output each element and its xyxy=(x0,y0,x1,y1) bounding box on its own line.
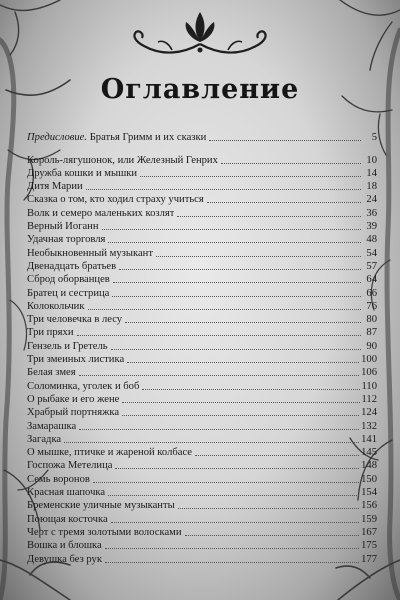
toc-entry-row[interactable] xyxy=(27,193,377,206)
dot-leader xyxy=(77,335,362,336)
toc-entry-title: Необыкновенный музыкант xyxy=(27,247,153,259)
toc-page-number: 5 xyxy=(371,132,377,144)
toc-entry-row[interactable] xyxy=(27,260,377,273)
dot-leader xyxy=(86,189,361,190)
toc-page-number: 167 xyxy=(361,526,377,538)
toc-entries xyxy=(27,153,377,565)
table-of-contents xyxy=(27,131,377,566)
toc-entry-title: О мышке, птичке и жареной колбасе xyxy=(27,447,192,459)
toc-entry-title: Соломинка, уголек и боб xyxy=(27,380,140,392)
toc-entry-title: Девушка без рук xyxy=(27,553,103,565)
dot-leader xyxy=(119,269,361,270)
toc-page-number: 177 xyxy=(361,553,377,565)
dot-leader xyxy=(111,522,359,523)
toc-entry-row[interactable] xyxy=(27,433,377,446)
dot-leader xyxy=(178,508,359,509)
toc-entry-title: Гензель и Гретель xyxy=(27,340,108,352)
toc-preface-title: Предисловие. Братья Гримм и их сказки xyxy=(27,132,207,144)
toc-entry-title: Колокольчик xyxy=(27,300,85,312)
toc-page-number: 57 xyxy=(366,260,377,272)
toc-page-number: 112 xyxy=(361,393,377,405)
toc-entry-row[interactable] xyxy=(27,220,377,233)
toc-page-number: 159 xyxy=(361,513,377,525)
dot-leader xyxy=(88,309,362,310)
toc-page-number: 141 xyxy=(361,433,377,445)
toc-entry-row[interactable] xyxy=(27,393,377,406)
toc-entry-title: Бременские уличные музыканты xyxy=(27,500,175,512)
dot-leader xyxy=(195,455,359,456)
toc-page-number: 110 xyxy=(361,380,377,392)
toc-entry-title: Белая змея xyxy=(27,367,76,379)
dot-leader xyxy=(177,216,361,217)
toc-page-number: 124 xyxy=(361,407,377,419)
page-title: Оглавление xyxy=(100,74,300,105)
toc-entry-title: Двенадцать братьев xyxy=(27,260,117,272)
toc-entry-row[interactable] xyxy=(27,446,377,459)
toc-entry-title: Красная шапочка xyxy=(27,487,106,499)
dot-leader xyxy=(79,375,360,376)
toc-entry-row[interactable] xyxy=(27,512,377,525)
dot-leader xyxy=(64,442,359,443)
dot-leader xyxy=(140,176,361,177)
toc-page-number: 14 xyxy=(366,167,377,179)
toc-entry-row[interactable] xyxy=(27,180,377,193)
toc-entry-title: Верный Иоганн xyxy=(27,221,99,233)
toc-page-number: 64 xyxy=(366,274,377,286)
toc-entry-row[interactable] xyxy=(27,353,377,366)
dot-leader xyxy=(122,415,359,416)
dot-leader xyxy=(142,389,359,390)
toc-page-number: 36 xyxy=(366,207,377,219)
toc-entry-row[interactable] xyxy=(27,300,377,313)
toc-entry-title: Три пряхи xyxy=(27,327,74,339)
toc-entry-title: Храбрый портняжка xyxy=(27,407,120,419)
toc-entry-title: Поющая косточка xyxy=(27,513,108,525)
toc-entry-row[interactable] xyxy=(27,539,377,552)
toc-entry-title: Семь воронов xyxy=(27,473,90,485)
dot-leader xyxy=(115,468,359,469)
toc-page-number: 100 xyxy=(361,354,377,366)
toc-entry-row[interactable] xyxy=(27,286,377,299)
toc-entry-row[interactable] xyxy=(27,406,377,419)
toc-entry-title: Братец и сестрица xyxy=(27,287,110,299)
toc-entry-title: Дитя Марии xyxy=(27,181,83,193)
dot-leader xyxy=(127,362,359,363)
toc-page-number: 66 xyxy=(366,287,377,299)
toc-page-number: 154 xyxy=(361,487,377,499)
toc-entry-row[interactable] xyxy=(27,419,377,432)
toc-page-number: 175 xyxy=(361,540,377,552)
dot-leader xyxy=(122,402,359,403)
toc-entry-row[interactable] xyxy=(27,153,377,166)
dot-leader xyxy=(93,482,359,483)
toc-entry-title: Три человечка в лесу xyxy=(27,314,123,326)
dot-leader xyxy=(125,322,361,323)
toc-entry-title: Дружба кошки и мышки xyxy=(27,167,138,179)
toc-entry-row[interactable] xyxy=(27,233,377,246)
toc-entry-title: Госпожа Метелица xyxy=(27,460,113,472)
toc-entry-title: Три змеиных листика xyxy=(27,354,125,366)
toc-page-number: 150 xyxy=(361,473,377,485)
toc-page-number: 39 xyxy=(366,221,377,233)
toc-entry-row[interactable] xyxy=(27,366,377,379)
toc-entry-title: О рыбаке и его жене xyxy=(27,393,120,405)
toc-page-number: 76 xyxy=(366,300,377,312)
toc-page-number: 48 xyxy=(366,234,377,246)
dot-leader xyxy=(105,548,359,549)
toc-entry-row[interactable] xyxy=(27,472,377,485)
dot-leader xyxy=(108,242,361,243)
dot-leader xyxy=(209,140,361,141)
toc-page-number: 24 xyxy=(366,194,377,206)
toc-entry-title: Сказка о том, кто ходил страху учиться xyxy=(27,194,204,206)
toc-entry-row[interactable] xyxy=(27,273,377,286)
toc-entry-row[interactable] xyxy=(27,379,377,392)
dot-leader xyxy=(185,535,360,536)
floral-ornament-icon xyxy=(122,8,278,60)
toc-entry-row[interactable] xyxy=(27,313,377,326)
dot-leader xyxy=(207,202,361,203)
toc-entry-title: Сброд оборванцев xyxy=(27,274,110,286)
toc-page-number: 132 xyxy=(361,420,377,432)
toc-page-number: 106 xyxy=(361,367,377,379)
toc-page-number: 145 xyxy=(361,447,377,459)
dot-leader xyxy=(221,163,361,164)
dot-leader xyxy=(156,256,361,257)
dot-leader xyxy=(113,282,361,283)
toc-entry-row[interactable] xyxy=(27,326,377,339)
toc-page-number: 54 xyxy=(366,247,377,259)
toc-entry-title: Черт с тремя золотыми волосками xyxy=(27,526,182,538)
toc-entry-title: Волк и семеро маленьких козлят xyxy=(27,207,175,219)
toc-entry-title: Король-лягушонок, или Железный Генрих xyxy=(27,154,218,166)
toc-entry-row[interactable] xyxy=(27,339,377,352)
toc-entry-title: Вошка и блошка xyxy=(27,540,102,552)
toc-page-number: 156 xyxy=(361,500,377,512)
toc-preface-row[interactable] xyxy=(27,131,377,144)
toc-entry-row[interactable] xyxy=(27,486,377,499)
dot-leader xyxy=(102,229,361,230)
toc-page-number: 10 xyxy=(366,154,377,166)
dot-leader xyxy=(111,349,361,350)
toc-entry-row[interactable] xyxy=(27,167,377,180)
toc-entry-row[interactable] xyxy=(27,206,377,219)
toc-entry-row[interactable] xyxy=(27,459,377,472)
toc-entry-row[interactable] xyxy=(27,552,377,565)
toc-entry-row[interactable] xyxy=(27,499,377,512)
toc-entry-title: Удачная торговля xyxy=(27,234,106,246)
toc-entry-row[interactable] xyxy=(27,246,377,259)
toc-entry-title: Замарашка xyxy=(27,420,77,432)
dot-leader xyxy=(108,495,359,496)
toc-page-number: 90 xyxy=(366,340,377,352)
toc-page-number: 148 xyxy=(361,460,377,472)
toc-page-number: 87 xyxy=(366,327,377,339)
toc-entry-row[interactable] xyxy=(27,526,377,539)
toc-page-number: 18 xyxy=(366,181,377,193)
toc-entry-title: Загадка xyxy=(27,433,62,445)
dot-leader xyxy=(105,562,359,563)
toc-page-number: 80 xyxy=(366,314,377,326)
dot-leader xyxy=(79,429,359,430)
dot-leader xyxy=(112,296,361,297)
